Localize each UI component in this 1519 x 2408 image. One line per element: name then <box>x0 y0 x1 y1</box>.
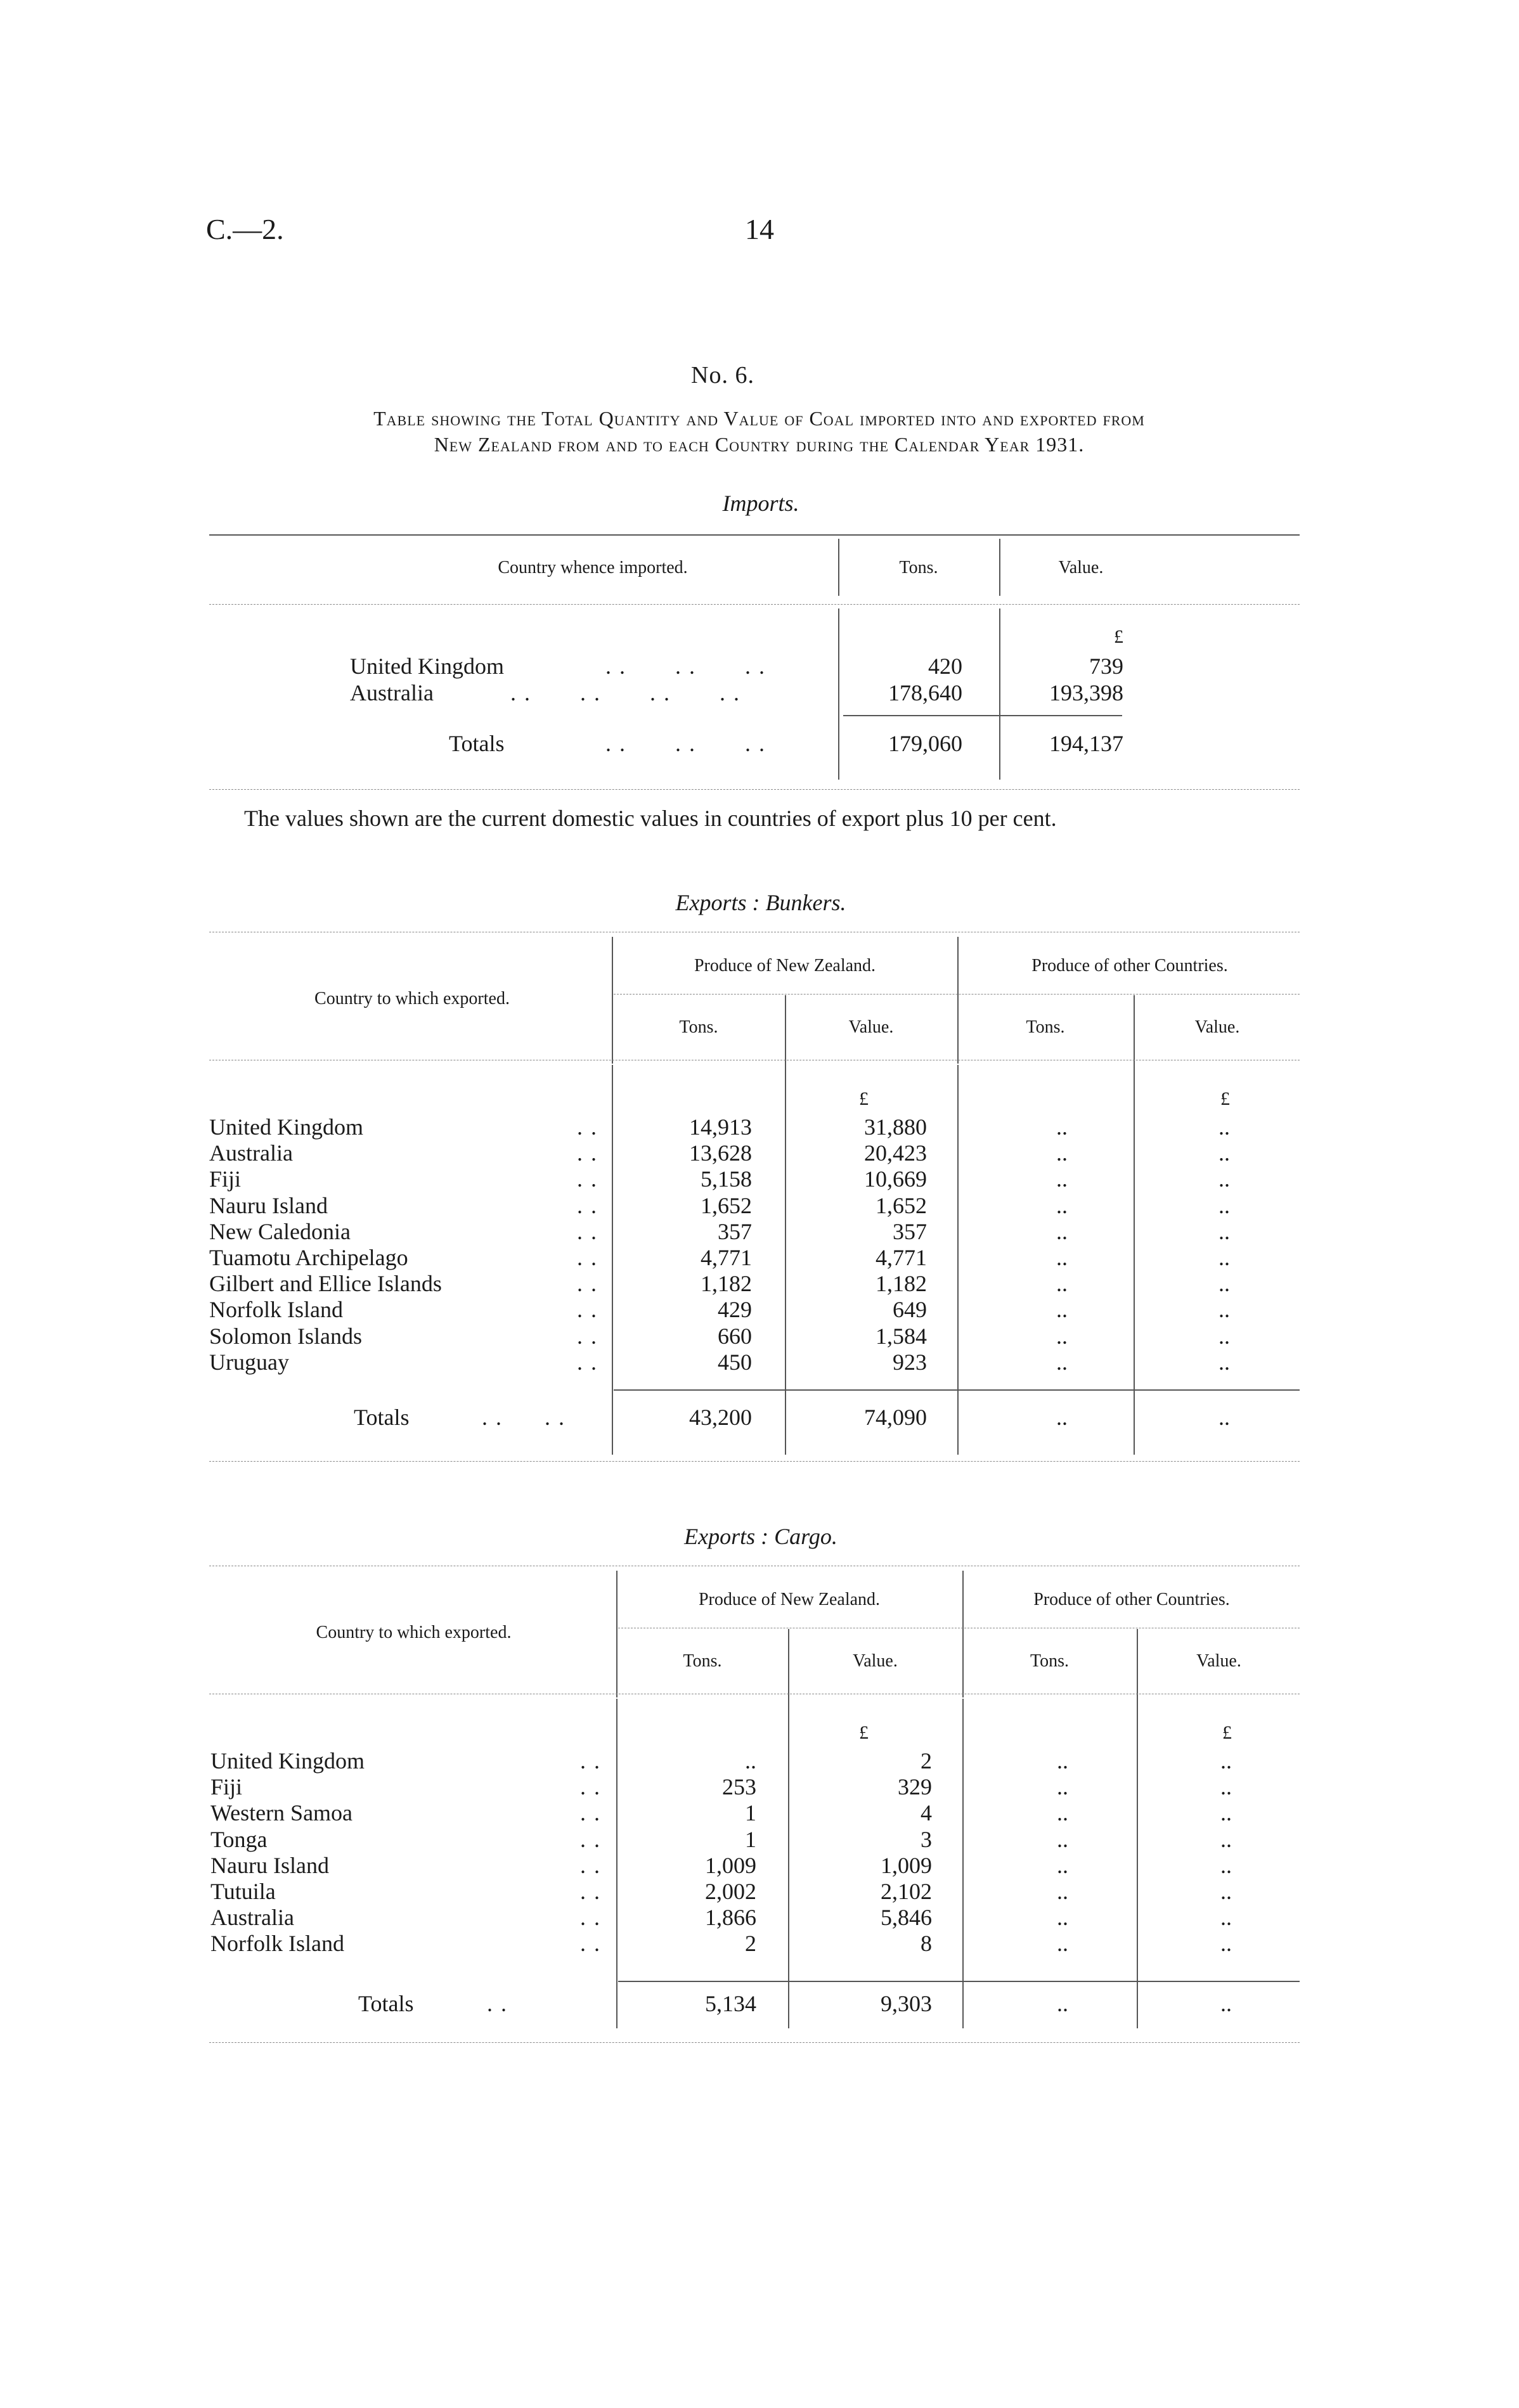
leader-dots: . . <box>577 1218 598 1244</box>
totals-nz-value: 74,090 <box>864 1405 927 1430</box>
nz-value: 923 <box>893 1349 927 1375</box>
country-name: Nauru Island <box>209 1192 328 1218</box>
oc-tons: .. <box>1056 1192 1068 1218</box>
oc-value: .. <box>1218 1166 1230 1192</box>
nz-tons: 13,628 <box>689 1140 752 1166</box>
cargo-group-other: Produce of other Countries. <box>1033 1590 1230 1609</box>
bunkers-group-nz: Produce of New Zealand. <box>694 956 876 975</box>
nz-tons: 1,009 <box>705 1852 756 1878</box>
cargo-heading: Exports : Cargo. <box>684 1524 837 1549</box>
imports-body-vrule-2 <box>999 608 1000 780</box>
nz-value: 1,652 <box>876 1192 927 1218</box>
oc-value: .. <box>1220 1826 1232 1852</box>
page-number: 14 <box>745 213 774 245</box>
cargo-col-nz-tons: Tons. <box>683 1651 722 1671</box>
imports-col-value: Value. <box>1058 558 1104 577</box>
table-title-line-2: New Zealand from and to each Country during the Calendar Year 1931. <box>434 433 1085 456</box>
oc-tons: .. <box>1056 1349 1068 1375</box>
oc-tons: .. <box>1056 1166 1068 1192</box>
bunkers-nz-pound-sign: £ <box>859 1088 869 1109</box>
cargo-totals-rule <box>618 1981 1300 1982</box>
imports-vrule-2 <box>999 539 1000 596</box>
nz-value: 1,584 <box>876 1323 927 1349</box>
nz-value: 1,182 <box>876 1271 927 1297</box>
oc-value: .. <box>1218 1192 1230 1218</box>
cargo-col-oc-value: Value. <box>1196 1651 1241 1671</box>
totals-value: 194,137 <box>1049 731 1123 756</box>
oc-value: .. <box>1218 1349 1230 1375</box>
leader-dots: . . <box>577 1140 598 1166</box>
nz-tons: 429 <box>718 1297 752 1323</box>
country-name: Norfolk Island <box>209 1297 343 1323</box>
nz-value: 20,423 <box>864 1140 927 1166</box>
oc-value: .. <box>1220 1931 1232 1957</box>
leader-dots: . . <box>580 1774 601 1800</box>
bunkers-heading: Exports : Bunkers. <box>675 890 846 915</box>
nz-value: 649 <box>893 1297 927 1323</box>
cargo-oc-pound-sign: £ <box>1222 1722 1232 1743</box>
leader-dots: . . <box>487 1991 508 2016</box>
country-name: New Caledonia <box>209 1218 351 1244</box>
oc-value: .. <box>1218 1114 1230 1140</box>
oc-tons: .. <box>1057 1879 1068 1904</box>
leader-dots: . . . . . . . . <box>510 680 740 705</box>
imports-header-rule <box>209 604 1300 605</box>
country-name: United Kingdom <box>210 1748 365 1774</box>
value-amount: 193,398 <box>1049 680 1123 705</box>
country-name: Gilbert and Ellice Islands <box>209 1271 442 1297</box>
country-name: Fiji <box>209 1166 242 1192</box>
leader-dots: . . <box>580 1879 601 1904</box>
nz-tons: 1 <box>745 1800 756 1826</box>
imports-pound-sign: £ <box>1114 626 1123 647</box>
bunkers-col-nz-tons: Tons. <box>679 1017 718 1037</box>
totals-nz-tons: 43,200 <box>689 1405 752 1430</box>
bunkers-oc-pound-sign: £ <box>1220 1088 1230 1109</box>
oc-tons: .. <box>1056 1140 1068 1166</box>
bunkers-vrule-country <box>612 937 613 1064</box>
leader-dots: . . <box>577 1349 598 1375</box>
leader-dots: . . <box>577 1323 598 1349</box>
nz-tons: 1,652 <box>701 1192 752 1218</box>
nz-tons: .. <box>745 1748 756 1774</box>
oc-tons: .. <box>1056 1323 1068 1349</box>
bunkers-group-other: Produce of other Countries. <box>1031 956 1228 975</box>
cargo-vrule-country <box>616 1571 617 1697</box>
oc-value: .. <box>1218 1297 1230 1323</box>
totals-oc-value: .. <box>1220 1991 1232 2016</box>
imports-col-tons: Tons. <box>899 558 938 577</box>
oc-tons: .. <box>1057 1774 1068 1800</box>
nz-tons: 4,771 <box>701 1245 752 1270</box>
nz-value: 31,880 <box>864 1114 927 1140</box>
oc-tons: .. <box>1057 1800 1068 1826</box>
cargo-col-country: Country to which exported. <box>316 1623 512 1642</box>
oc-value: .. <box>1218 1140 1230 1166</box>
leader-dots: . . <box>577 1192 598 1218</box>
cargo-body-vrule-1 <box>616 1699 617 2028</box>
totals-oc-tons: .. <box>1057 1991 1068 2016</box>
country-name: Tutuila <box>210 1879 276 1904</box>
nz-tons: 5,158 <box>701 1166 752 1192</box>
totals-nz-value: 9,303 <box>881 1991 932 2016</box>
oc-value: .. <box>1218 1323 1230 1349</box>
valuation-note: The values shown are the current domestic values in countries of export plus 10 per cent. <box>244 806 1057 831</box>
totals-label: Totals <box>449 731 505 756</box>
oc-tons: .. <box>1056 1114 1068 1140</box>
country-name: Nauru Island <box>210 1852 329 1878</box>
leader-dots: . . <box>580 1826 601 1852</box>
table-title-line-1: Table showing the Total Quantity and Value of Coal imported into and exported from <box>373 407 1145 430</box>
imports-col-country: Country whence imported. <box>498 558 688 577</box>
nz-value: 3 <box>921 1826 932 1852</box>
country-name: Tonga <box>210 1826 268 1852</box>
nz-value: 357 <box>893 1218 927 1244</box>
oc-tons: .. <box>1056 1297 1068 1323</box>
nz-value: 8 <box>921 1931 932 1957</box>
totals-tons: 179,060 <box>888 731 962 756</box>
cargo-bottom-rule <box>209 2042 1300 2043</box>
leader-dots: . . <box>577 1271 598 1297</box>
oc-value: .. <box>1220 1774 1232 1800</box>
bunkers-bottom-rule <box>209 1461 1300 1462</box>
oc-tons: .. <box>1057 1905 1068 1931</box>
imports-totals-rule <box>843 715 1122 716</box>
oc-value: .. <box>1218 1245 1230 1270</box>
nz-value: 329 <box>898 1774 932 1800</box>
imports-heading: Imports. <box>722 491 799 516</box>
nz-tons: 1,866 <box>705 1905 756 1931</box>
nz-tons: 1 <box>745 1826 756 1852</box>
oc-value: .. <box>1218 1218 1230 1244</box>
bunkers-col-oc-value: Value. <box>1194 1017 1240 1037</box>
cargo-col-oc-tons: Tons. <box>1030 1651 1070 1671</box>
oc-tons: .. <box>1056 1218 1068 1244</box>
leader-dots: . . <box>577 1114 598 1140</box>
value-amount: 739 <box>1089 654 1123 679</box>
oc-value: .. <box>1220 1905 1232 1931</box>
oc-tons: .. <box>1056 1271 1068 1297</box>
leader-dots: . . <box>580 1800 601 1826</box>
bunkers-col-nz-value: Value. <box>848 1017 894 1037</box>
oc-tons: .. <box>1057 1748 1068 1774</box>
country-name: Solomon Islands <box>209 1323 363 1349</box>
country-name: Australia <box>350 680 434 705</box>
oc-tons: .. <box>1057 1931 1068 1957</box>
totals-oc-tons: .. <box>1056 1405 1068 1430</box>
oc-value: .. <box>1220 1879 1232 1904</box>
table-number: No. 6. <box>691 362 754 389</box>
nz-tons: 357 <box>718 1218 752 1244</box>
leader-dots: . . . . <box>482 1405 566 1430</box>
leader-dots: . . . . . . <box>605 731 766 756</box>
country-name: United Kingdom <box>350 654 504 679</box>
nz-tons: 14,913 <box>689 1114 752 1140</box>
totals-nz-tons: 5,134 <box>705 1991 756 2016</box>
tons-value: 420 <box>928 654 962 679</box>
totals-oc-value: .. <box>1218 1405 1230 1430</box>
leader-dots: . . <box>580 1905 601 1931</box>
imports-body-vrule-1 <box>838 608 839 780</box>
bunkers-group-rule <box>614 994 1300 995</box>
oc-tons: .. <box>1057 1826 1068 1852</box>
leader-dots: . . <box>580 1931 601 1957</box>
country-name: Norfolk Island <box>210 1931 344 1957</box>
bunkers-col-oc-tons: Tons. <box>1026 1017 1065 1037</box>
imports-bottom-rule <box>209 789 1300 790</box>
oc-value: .. <box>1218 1271 1230 1297</box>
oc-value: .. <box>1220 1800 1232 1826</box>
nz-tons: 660 <box>718 1323 752 1349</box>
totals-label: Totals <box>358 1991 414 2016</box>
oc-tons: .. <box>1057 1852 1068 1878</box>
totals-label: Totals <box>354 1405 410 1430</box>
country-name: Fiji <box>210 1774 243 1800</box>
leader-dots: . . <box>580 1852 601 1878</box>
country-name: Western Samoa <box>210 1800 353 1826</box>
nz-value: 1,009 <box>881 1852 932 1878</box>
bunkers-totals-rule <box>614 1389 1300 1391</box>
leader-dots: . . <box>577 1245 598 1270</box>
nz-value: 2 <box>921 1748 932 1774</box>
cargo-col-nz-value: Value. <box>853 1651 898 1671</box>
country-name: Australia <box>209 1140 293 1166</box>
country-name: Tuamotu Archipelago <box>209 1245 408 1270</box>
country-name: Uruguay <box>209 1349 289 1375</box>
page-id: C.—2. <box>206 213 284 245</box>
bunkers-col-country: Country to which exported. <box>314 989 510 1008</box>
nz-tons: 450 <box>718 1349 752 1375</box>
cargo-nz-pound-sign: £ <box>859 1722 869 1743</box>
imports-top-rule <box>209 534 1300 536</box>
nz-value: 2,102 <box>881 1879 932 1904</box>
tons-value: 178,640 <box>888 680 962 705</box>
leader-dots: . . . . . . <box>605 654 766 679</box>
nz-value: 4,771 <box>876 1245 927 1270</box>
country-name: United Kingdom <box>209 1114 363 1140</box>
nz-tons: 2 <box>745 1931 756 1957</box>
bunkers-body-vrule-1 <box>612 1065 613 1455</box>
nz-tons: 253 <box>722 1774 756 1800</box>
nz-value: 4 <box>921 1800 932 1826</box>
leader-dots: . . <box>577 1166 598 1192</box>
nz-value: 10,669 <box>864 1166 927 1192</box>
nz-tons: 2,002 <box>705 1879 756 1904</box>
oc-value: .. <box>1220 1748 1232 1774</box>
oc-tons: .. <box>1056 1245 1068 1270</box>
nz-tons: 1,182 <box>701 1271 752 1297</box>
country-name: Australia <box>210 1905 294 1931</box>
cargo-group-nz: Produce of New Zealand. <box>698 1590 881 1609</box>
leader-dots: . . <box>580 1748 601 1774</box>
oc-value: .. <box>1220 1852 1232 1878</box>
nz-value: 5,846 <box>881 1905 932 1931</box>
leader-dots: . . <box>577 1297 598 1323</box>
